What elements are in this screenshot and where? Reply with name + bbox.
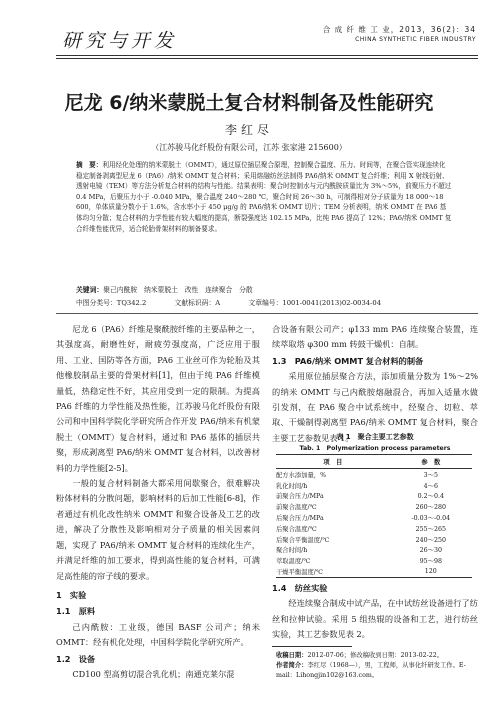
header-rule — [56, 55, 478, 56]
document-code: 文献标识码：A — [174, 299, 221, 307]
body-divider — [56, 313, 478, 314]
param-item: 萃取温度/℃ — [276, 558, 311, 566]
param-item: 前聚合压力/MPa — [276, 493, 324, 501]
param-value: 4～6 — [423, 482, 438, 490]
subsection-heading: 1.2 设备 — [56, 653, 96, 664]
body-paragraph: CD100 型高剪切混合乳化机；南通克莱尔混 — [72, 668, 235, 679]
table-row — [276, 491, 472, 502]
table-row — [276, 534, 472, 545]
param-value: 0.2～0.4 — [417, 493, 444, 501]
table-caption: 表 1 聚合主要工艺参数 — [336, 433, 414, 441]
table-row — [276, 544, 472, 555]
param-item: 聚合时间/h — [276, 547, 308, 555]
table-row — [276, 512, 472, 523]
param-item: 后聚合温度/℃ — [276, 525, 317, 533]
author-bio — [276, 661, 478, 681]
body-column-right-top — [272, 322, 478, 446]
journal-info — [323, 24, 476, 43]
affiliation: （江苏骏马化纤股份有限公司，江苏 张家港 215600） — [151, 143, 347, 152]
classification-line — [76, 297, 452, 307]
clc-number: 中图分类号：TQ342.2 — [76, 299, 147, 307]
abstract — [76, 160, 452, 234]
body-paragraph: 采用原位插层聚合方法，添加质量分数为 1%～2% 的纳米 OMMT 与己内酰胺熔融混合，再加入适量水做引发剂，在 PA6 聚合中试系统中，经聚合、切粒、萃取、干燥制得剥离型 PA6/纳米 OMMT 复合材料，聚合主要工艺参数见表 1。 — [272, 371, 478, 443]
param-value: 3～5 — [423, 471, 438, 479]
subsection-heading: 1.4 纺丝实验 — [272, 583, 328, 593]
author-name: 李红尽 — [224, 123, 273, 137]
keywords — [76, 284, 452, 294]
param-value: 95～98 — [419, 558, 442, 566]
table-body — [276, 469, 472, 578]
param-value: 240～250 — [415, 536, 446, 544]
param-value: 26～30 — [419, 547, 442, 555]
table-header-row — [276, 455, 472, 469]
body-paragraph: 尼龙 6（PA6）纤维是聚酰胺纤维的主要品种之一，其强度高，耐磨性好，耐疲劳强度高，广泛应用于服用、工业、国防等各方面，PA6 工业丝可作为轮胎及其他橡胶制品主要的骨架材料[1]，但由于纯 PA6 纤维模量低，热稳定性不好，其应用受到一定的限制。为提高 PA6 纤维的力学性能及热性能，江苏骏马化纤股份有限公司和中国科学院化学研究所合作开发 PA6/纳米有机蒙脱土（OMMT）复合材料，通过和 PA6 基体的插层共聚，形成剥离型 PA6/纳米 OMMT 复合材料，以改善材料的力学性能[2-5]。 — [56, 324, 260, 473]
abstract-text: 利用经化处理的纳米蒙脱土（OMMT），通过原位插层聚合原理，控制聚合温度、压力、时间等，在聚合管实现连续化稳定制备剥离型尼龙 6（PA6）/纳米 OMMT 复合材料；采用熔融纺丝法制得 PA6/纳米 OMMT 复合纤维；利用 X 射线衍射、透射电镜（TEM）等方法分析复合材料的结构与性能。结果表明：聚合时控制水与元内酰胺质量比为 3%～5%，前聚压力不超过 0.4 MPa，后聚压力小于 -0.040 MPa，聚合温度 240～280 ℃，聚合时间 26～30 h，可制得相对分子质量为 18 000～18 600，单体质量分数小于 1.6%，含水率小于 450 μg/g 的 PA6/纳米 OMMT 切片；TEM 分析表明，纳米 OMMT 在 PA6 基体均匀分散；复合材料的力学性能有较大幅度的提高，断裂强度达 102.15 MPa，比纯 PA6 提高了 12%；PA6/纳米 OMMT 复合纤维性能优异，适合轮胎骨架材料的制备要求。 — [76, 161, 452, 233]
subsection-heading: 1.1 原料 — [56, 606, 96, 617]
received-date — [276, 651, 478, 661]
subsection-heading: 1.3 PA6/纳米 OMMT 复合材料的制备 — [272, 355, 424, 366]
param-item: 干燥平衡温度/℃ — [276, 566, 390, 577]
table-header-value: 参 数 — [390, 455, 472, 469]
keywords-text: 聚己内酰胺 纳米蒙脱土 改性 连续聚合 分散 — [103, 286, 253, 294]
table-row — [276, 501, 472, 512]
journal-name-en: CHINA SYNTHETIC FIBER INDUSTRY — [355, 36, 476, 43]
param-item: 配方水添加量，% — [276, 471, 327, 479]
author-bio-text: 李红尽（1968—），男，工程师，从事化纤研发工作。E-mail：Lihongjin102@163.com。 — [276, 662, 466, 679]
body-column-left — [56, 322, 260, 682]
table-row — [276, 480, 472, 491]
param-item: 后聚合平衡温度/℃ — [276, 536, 330, 544]
body-paragraph: 合设备有限公司产；φ133 mm PA6 连续聚合装置，连续萃取塔 φ300 mm 转鼓干燥机：自制。 — [272, 324, 478, 350]
param-item: 后聚合压力/MPa — [276, 515, 324, 523]
section-heading: 1 实验 — [56, 589, 87, 600]
param-value: 260～280 — [415, 504, 446, 512]
table-header-item: 项 目 — [276, 455, 390, 469]
paper-title: 尼龙 6/纳米蒙脱土复合材料制备及性能研究 — [64, 92, 434, 114]
journal-citation: 合 成 纤 维 工 业，2013，36(2)：34 — [322, 25, 476, 34]
section-title: 研究与开发 — [62, 30, 178, 52]
body-column-right-bottom — [272, 580, 478, 643]
param-value: 255～265 — [415, 525, 446, 533]
table-row — [276, 469, 472, 480]
body-paragraph: 经连续聚合制成中试产品，在中试纺丝设备进行了纺丝和拉伸试验。采用 5 组热辊的设备和工艺，进行纺丝实验，其工艺参数见表 2。 — [272, 598, 478, 640]
footnote — [276, 651, 478, 681]
keywords-label: 关键词： — [76, 286, 104, 294]
body-paragraph: 己内酰胺：工业级，德国 BASF 公司产；纳米 OMMT：经有机化处理，中国科学院化学研究所产。 — [56, 621, 260, 648]
author-bio-label: 作者简介： — [276, 662, 308, 669]
received-label: 收稿日期： — [276, 652, 308, 659]
footnote-rule — [272, 646, 352, 647]
table-row — [276, 523, 472, 534]
table-caption-en: Tab. 1 Polymerization process parameters — [299, 445, 451, 452]
param-value: -0.03～-0.04 — [411, 515, 451, 523]
param-value: 120 — [390, 566, 472, 577]
body-paragraph: 一般的复合材料制备大都采用间歇聚合，很难解决粉体材料的分散问题，影响材料的后加工性能[6-8]，作者通过有机化改性纳米 OMMT 和聚合设备及工艺的改进，解决了分散性及影响相对分子质量的相关因素问题，实现了 PA6/纳米 OMMT 复合材料的连续化生产，并满足纤维的加工要求，得到高性能的复合材料，可满足高性能的帘子线的要求。 — [56, 478, 260, 581]
article-number: 文章编号：1001-0041(2013)02-0034-04 — [248, 299, 382, 307]
param-item: 乳化时间/h — [276, 482, 308, 490]
received-text: 2012-07-06；修改稿收到日期：2013-02-22。 — [307, 652, 444, 659]
abstract-label: 摘 要： — [76, 161, 103, 169]
table-row — [276, 566, 472, 577]
parameter-table — [276, 454, 472, 578]
header-rule-thin — [56, 58, 478, 59]
table-row — [276, 555, 472, 566]
param-item: 前聚合温度/℃ — [276, 504, 317, 512]
